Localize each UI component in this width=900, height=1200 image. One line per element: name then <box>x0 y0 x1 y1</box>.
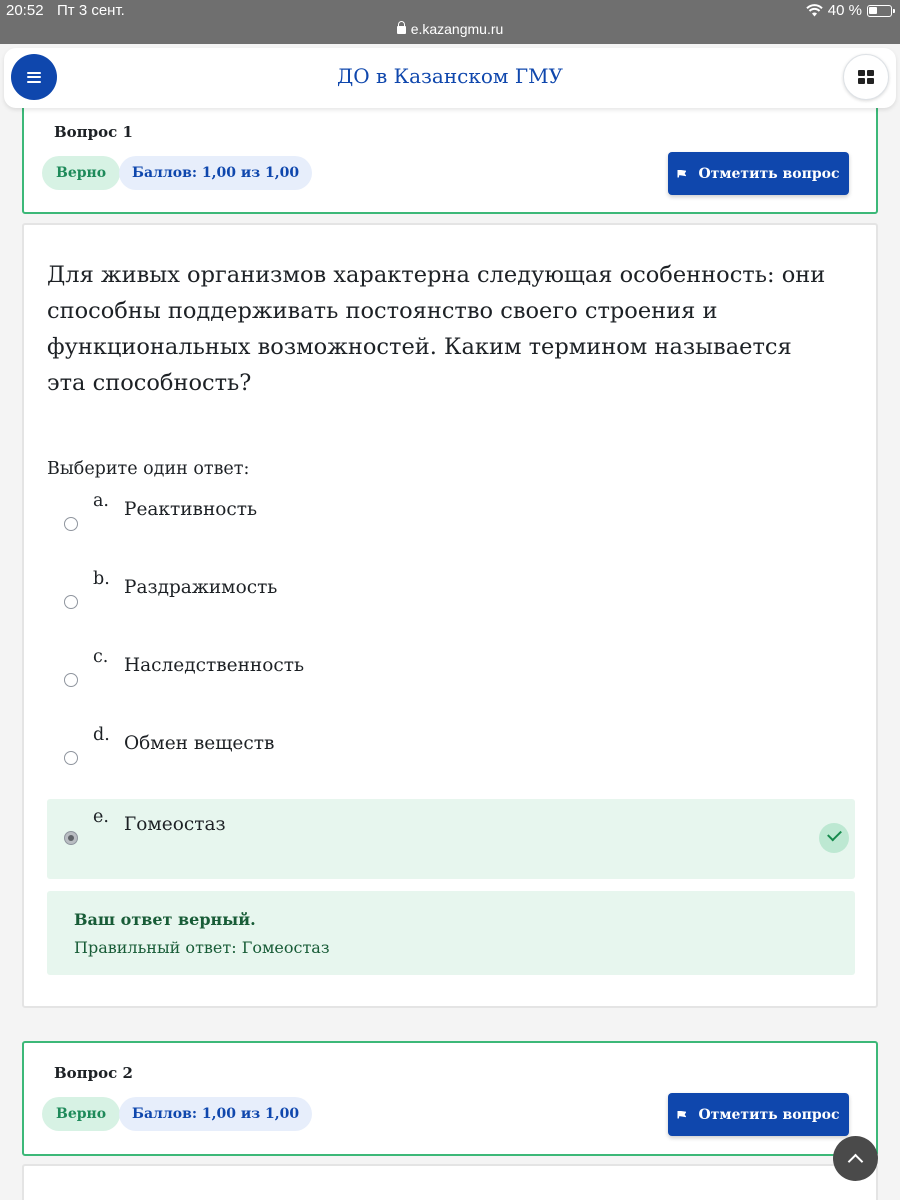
question-2-info <box>22 1041 878 1156</box>
feedback-title: Ваш ответ верный. <box>74 910 256 929</box>
status-date: Пт 3 сент. <box>57 2 125 19</box>
radio-e[interactable] <box>64 831 78 845</box>
flag-question-label: Отметить вопрос <box>698 165 840 182</box>
radio-d[interactable] <box>64 751 78 765</box>
top-navbar <box>4 48 896 108</box>
question-1-info <box>22 95 878 214</box>
radio-c[interactable] <box>64 673 78 687</box>
battery-icon <box>867 5 892 17</box>
status-badge: Верно <box>42 156 120 190</box>
answer-option-b[interactable] <box>47 565 855 645</box>
lock-icon <box>397 26 406 34</box>
option-label: Гомеостаз <box>124 814 226 835</box>
question-number: Вопрос 2 <box>54 1064 133 1082</box>
flag-icon <box>677 1111 686 1119</box>
feedback-correct-answer: Правильный ответ: Гомеостаз <box>74 938 330 957</box>
chevron-up-icon <box>848 1153 864 1169</box>
scroll-to-top-button[interactable] <box>833 1136 878 1181</box>
site-title[interactable]: ДО в Казанском ГМУ <box>336 64 564 88</box>
radio-b[interactable] <box>64 595 78 609</box>
flag-question-label: Отметить вопрос <box>698 1106 840 1123</box>
address-bar[interactable] <box>0 21 900 37</box>
url-text: e.kazangmu.ru <box>410 21 504 37</box>
status-bar <box>0 0 900 44</box>
option-letter: c. <box>93 647 109 667</box>
option-letter: b. <box>93 569 110 589</box>
question-1-content <box>22 223 878 1008</box>
wifi-icon <box>806 4 823 17</box>
option-letter: d. <box>93 725 110 745</box>
radio-a[interactable] <box>64 517 78 531</box>
answer-option-d[interactable] <box>47 721 855 801</box>
option-label: Обмен веществ <box>124 733 275 754</box>
status-time: 20:52 <box>6 2 44 19</box>
answer-option-c[interactable] <box>47 643 855 723</box>
correct-check-icon <box>819 823 849 853</box>
flag-question-button[interactable] <box>668 1093 849 1136</box>
grade-badge: Баллов: 1,00 из 1,00 <box>119 1097 312 1131</box>
answer-option-e[interactable] <box>47 799 855 879</box>
option-letter: e. <box>93 807 109 827</box>
flag-icon <box>677 170 686 178</box>
question-2-content <box>22 1164 878 1200</box>
feedback-box <box>47 891 855 975</box>
option-letter: a. <box>93 491 109 511</box>
option-label: Раздражимость <box>124 577 278 598</box>
blocks-button[interactable] <box>843 54 889 100</box>
flag-question-button[interactable] <box>668 152 849 195</box>
option-label: Наследственность <box>124 655 305 676</box>
question-text: Для живых организмов характерна следующая особенность: они способны поддерживать постоянство своего строения и функциональных возможностей. Каким термином называется эта способность? <box>47 262 826 396</box>
option-label: Реактивность <box>124 499 258 520</box>
grade-badge: Баллов: 1,00 из 1,00 <box>119 156 312 190</box>
question-number: Вопрос 1 <box>54 123 133 141</box>
grid-icon <box>858 70 874 84</box>
battery-percent: 40 % <box>827 2 862 19</box>
answer-prompt: Выберите один ответ: <box>47 459 250 479</box>
status-right <box>806 2 892 19</box>
status-badge: Верно <box>42 1097 120 1131</box>
answer-option-a[interactable] <box>47 487 855 567</box>
